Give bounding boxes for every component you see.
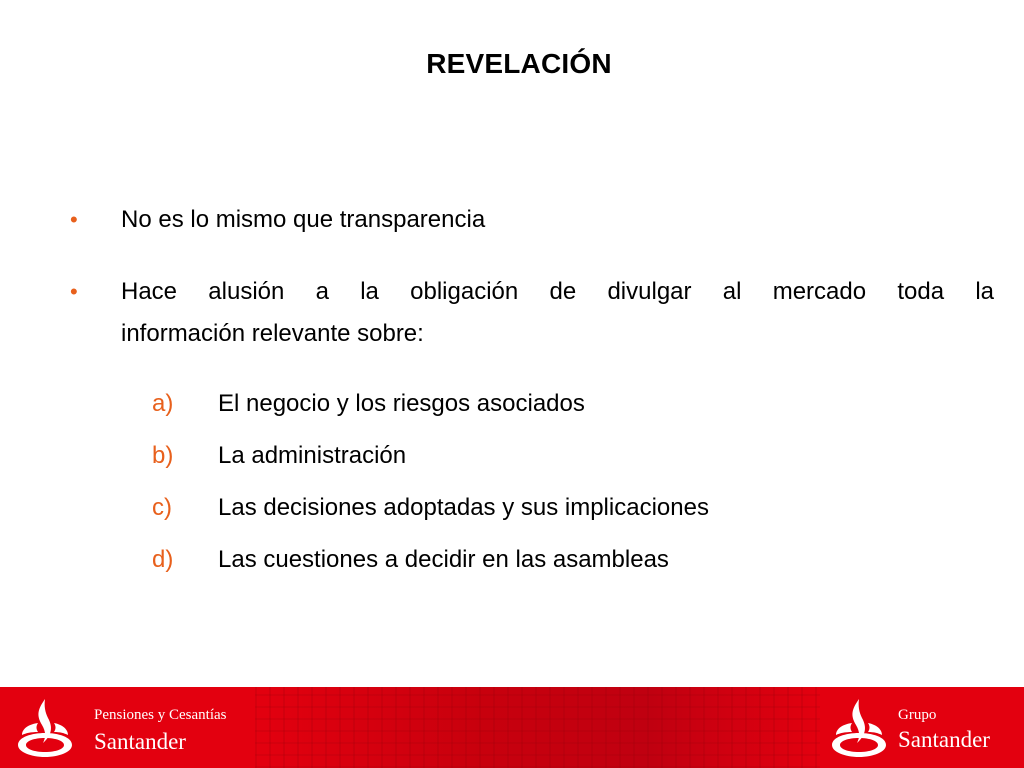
sub-list-letter: d) [152,546,174,573]
sub-list-letter: a) [152,390,174,417]
bullet-text: No es lo mismo que transparencia [121,206,486,233]
sub-list-letter: b) [152,442,174,469]
logo-subtitle: Pensiones y Cesantías [94,707,227,723]
bullet-item [70,271,994,355]
sub-list-text: El negocio y los riesgos asociados [218,390,585,417]
sub-list-text: Las cuestiones a decidir en las asambleas [218,546,669,573]
footer-pattern [255,687,820,768]
logo-brand-name: Santander [94,729,186,754]
sub-list-item [152,492,709,524]
grupo-santander-logo [828,695,1018,761]
slide-title: REVELACIÓN [426,48,612,79]
bullet-text [121,271,994,355]
santander-flame-icon [14,695,76,759]
santander-flame-icon [828,695,890,759]
bullet-marker: • [70,279,78,304]
sub-list-item [152,388,585,420]
logo-subtitle: Grupo [898,707,937,723]
sub-list-text: La administración [218,442,407,469]
sub-list-item [152,440,406,472]
bullet-text-line: Hace alusión a la obligación de divulgar al mercado toda la [121,278,994,305]
bullet-marker: • [70,207,78,232]
logo-brand-name: Santander [898,727,990,752]
bullet-item [70,199,994,241]
sub-list-letter: c) [152,494,172,521]
pensiones-santander-logo [14,695,254,761]
bullet-text-line: información relevante sobre: [121,320,424,347]
sub-list-text: Las decisiones adoptadas y sus implicaciones [218,494,709,521]
footer-bar [0,687,1024,768]
sub-list-item [152,544,669,576]
